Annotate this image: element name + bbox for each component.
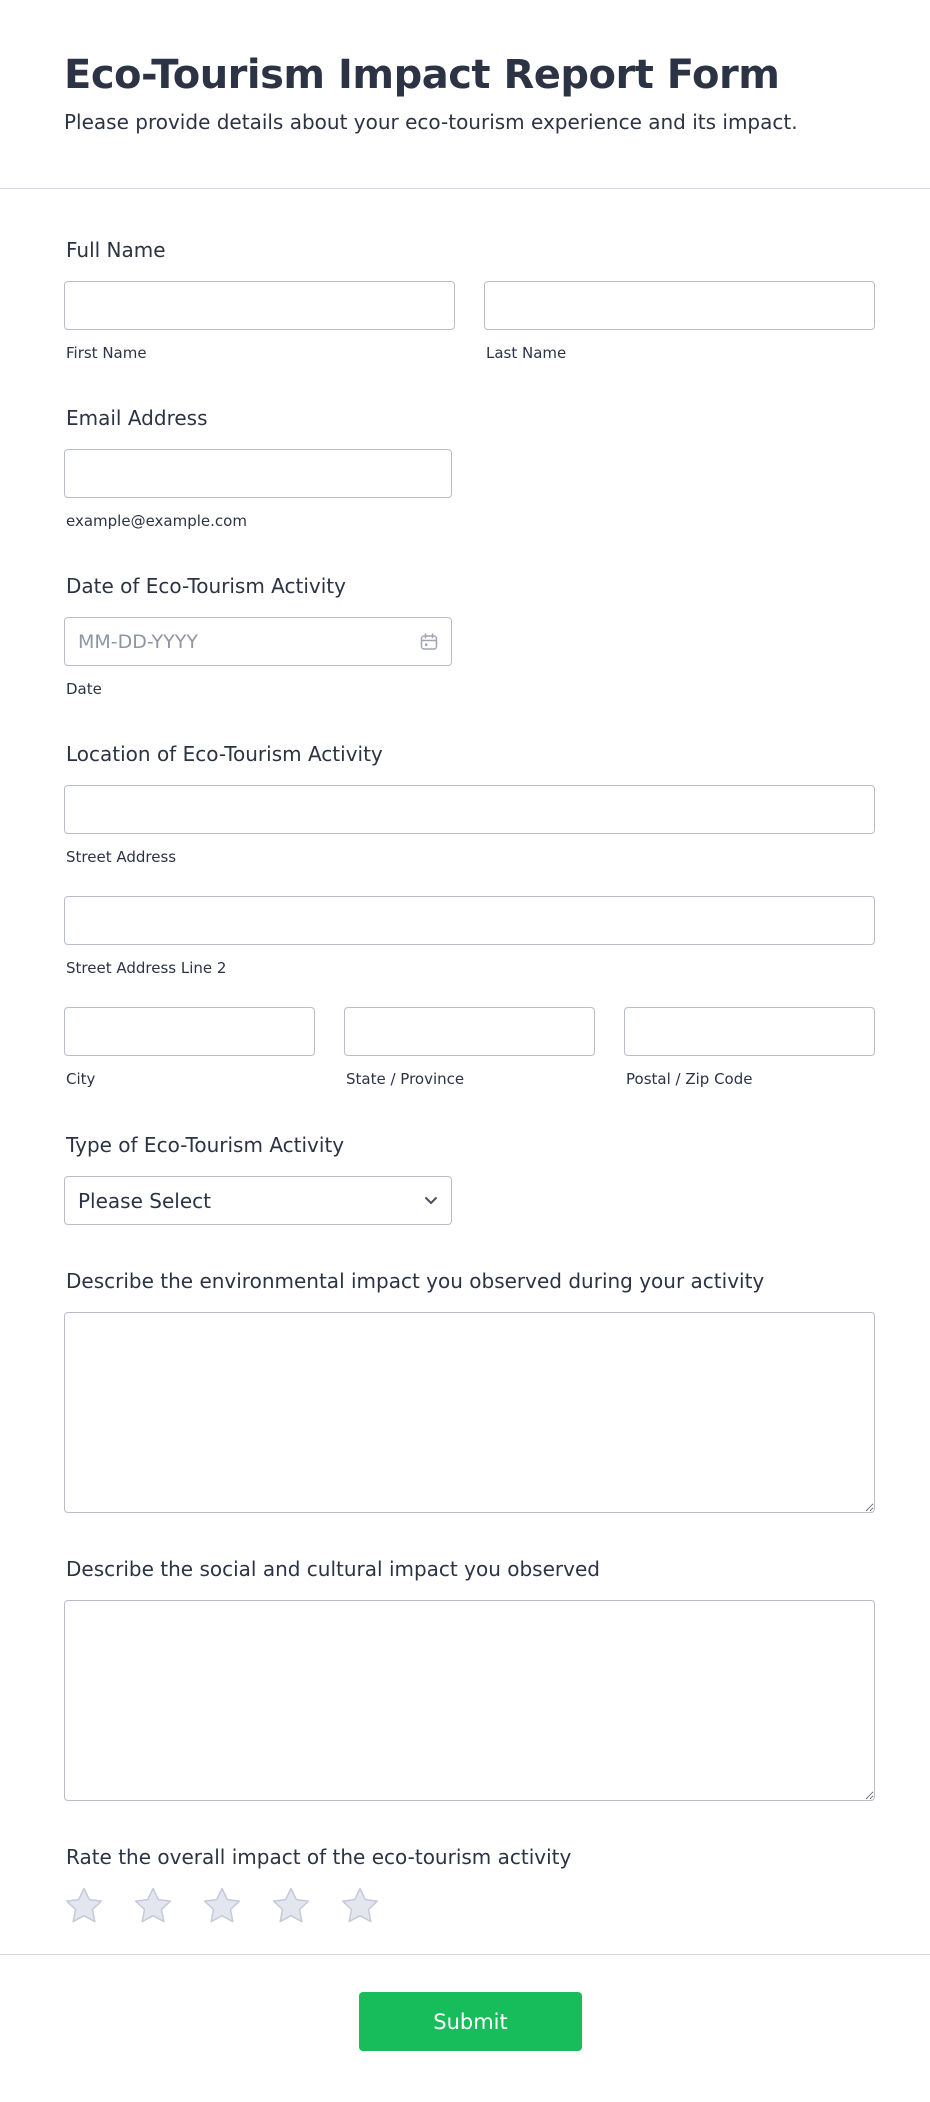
activity-type-label: Type of Eco-Tourism Activity [66, 1133, 345, 1157]
street-address-sublabel: Street Address [66, 848, 177, 866]
rating-label: Rate the overall impact of the eco-tourism activity [66, 1845, 572, 1869]
email-input[interactable] [64, 449, 452, 498]
environmental-impact-textarea[interactable] [64, 1312, 875, 1513]
location-label: Location of Eco-Tourism Activity [66, 742, 383, 766]
street-address-input[interactable] [64, 785, 875, 834]
footer-divider [0, 1954, 930, 1955]
star-icon[interactable] [202, 1886, 242, 1926]
date-input[interactable] [64, 617, 452, 666]
form-subtitle: Please provide details about your eco-tourism experience and its impact. [64, 110, 798, 134]
form-header [0, 0, 930, 189]
environmental-impact-label: Describe the environmental impact you observed during your activity [66, 1269, 765, 1293]
submit-button[interactable]: Submit [359, 1992, 582, 2051]
city-input[interactable] [64, 1007, 315, 1056]
first-name-sublabel: First Name [66, 344, 147, 362]
postal-code-sublabel: Postal / Zip Code [626, 1070, 753, 1088]
form-title: Eco-Tourism Impact Report Form [64, 52, 780, 98]
full-name-label: Full Name [66, 238, 166, 262]
street-address-line2-sublabel: Street Address Line 2 [66, 959, 227, 977]
email-label: Email Address [66, 406, 208, 430]
last-name-sublabel: Last Name [486, 344, 567, 362]
activity-type-selected-value: Please Select [78, 1189, 211, 1213]
street-address-line2-input[interactable] [64, 896, 875, 945]
first-name-input[interactable] [64, 281, 455, 330]
postal-code-input[interactable] [624, 1007, 875, 1056]
calendar-icon[interactable] [420, 633, 438, 651]
date-label: Date of Eco-Tourism Activity [66, 574, 346, 598]
state-input[interactable] [344, 1007, 595, 1056]
social-impact-textarea[interactable] [64, 1600, 875, 1801]
star-icon[interactable] [133, 1886, 173, 1926]
city-sublabel: City [66, 1070, 96, 1088]
star-icon[interactable] [64, 1886, 104, 1926]
social-impact-label: Describe the social and cultural impact you observed [66, 1557, 600, 1581]
email-sublabel: example@example.com [66, 512, 247, 530]
chevron-down-icon [423, 1194, 439, 1208]
star-icon[interactable] [271, 1886, 311, 1926]
state-sublabel: State / Province [346, 1070, 465, 1088]
date-sublabel: Date [66, 680, 102, 698]
last-name-input[interactable] [484, 281, 875, 330]
star-icon[interactable] [340, 1886, 380, 1926]
activity-type-select[interactable] [64, 1176, 452, 1225]
